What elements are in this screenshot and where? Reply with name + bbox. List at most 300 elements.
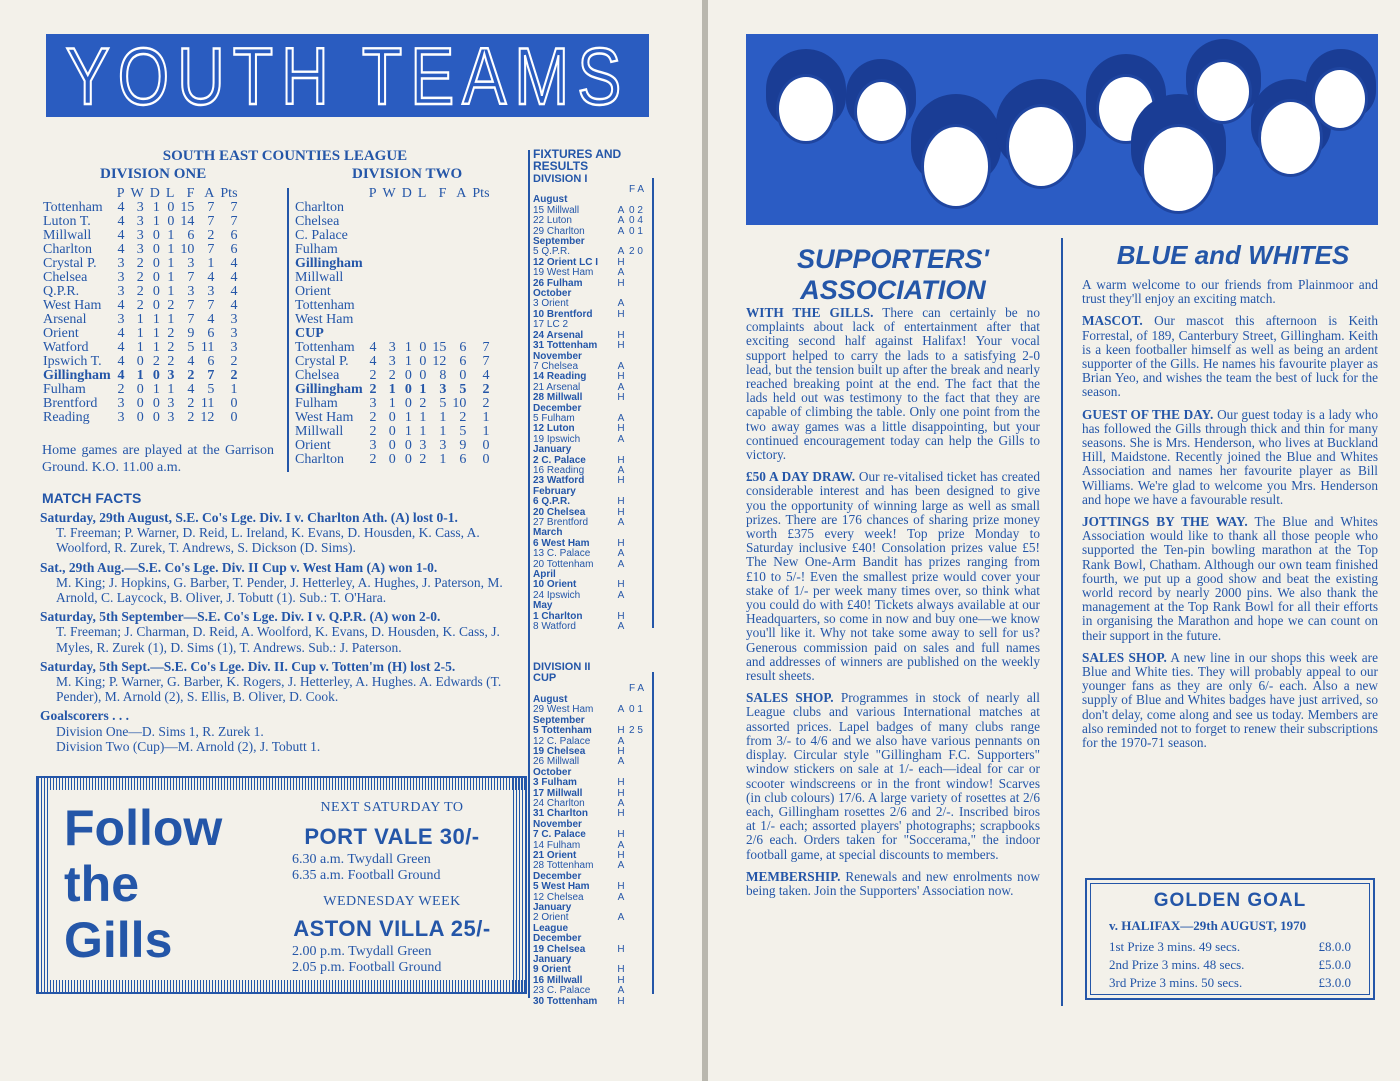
stat-w: 2 (136, 298, 144, 313)
column-header: L (165, 186, 175, 201)
stat-pts: 2 (482, 396, 490, 411)
stat-pts: 2 (230, 354, 238, 369)
fixture-venue: H (617, 964, 625, 976)
prize-amount: £3.0.0 (1318, 975, 1351, 990)
fixture-score (629, 591, 651, 601)
stat-l: 2 (167, 340, 175, 355)
stat-p: 3 (117, 256, 125, 271)
division-i-fixtures (533, 195, 651, 632)
stat-p: 4 (117, 228, 125, 243)
fixture-month: November (533, 350, 582, 362)
fixture-score (629, 549, 651, 559)
stat-pts: 6 (230, 242, 238, 257)
fixture-score (629, 299, 651, 309)
golden-goal-title: GOLDEN GOAL (1153, 890, 1307, 911)
column-header: D (401, 186, 412, 201)
team-name: Tottenham (295, 298, 355, 313)
fixture-opponent: 3 Fulham (533, 777, 577, 789)
division-two-heading: DIVISION TWO (352, 166, 463, 182)
stat-d: 2 (152, 354, 160, 369)
fixture-opponent: 27 Brentford (533, 517, 589, 528)
golden-goal-prizes (1109, 938, 1351, 992)
fixture-row (533, 726, 651, 736)
division-two-team (292, 271, 493, 285)
team-name: Millwall (43, 228, 92, 243)
paragraph-heading: JOTTINGS BY THE WAY. (1082, 514, 1248, 530)
fixture-row (533, 341, 651, 351)
stat-w: 0 (136, 410, 144, 425)
fixture-score (629, 841, 651, 851)
fixture-score (629, 830, 651, 840)
article-paragraph (746, 470, 1040, 683)
stat-a: 11 (200, 396, 215, 411)
goalscorer-line: Division One—D. Sims 1, R. Zurek 1. (56, 723, 264, 739)
stat-p: 4 (117, 214, 125, 229)
fixture-score (629, 268, 651, 278)
stat-p: 3 (369, 396, 377, 411)
fixture-opponent: 24 Charlton (533, 797, 585, 809)
wed-time-1: 2.00 p.m. Twydall Green (292, 944, 432, 959)
fixture-score (629, 435, 651, 445)
team-name: Fulham (295, 396, 338, 411)
fixture-opponent: 26 Fulham (533, 277, 583, 289)
stat-d: 0 (152, 242, 160, 257)
fixture-month: August (533, 194, 568, 206)
stat-d: 0 (404, 382, 412, 397)
fixture-opponent: 20 Chelsea (533, 506, 586, 518)
fixture-month: September (533, 236, 585, 248)
fixture-venue: H (617, 475, 625, 487)
match-report (40, 510, 528, 556)
stat-a: 4 (207, 270, 215, 285)
stat-p: 3 (117, 410, 125, 425)
division-two-team (292, 243, 493, 257)
stat-l: 0 (419, 354, 427, 369)
fixture-score (629, 913, 651, 923)
fixture-row (533, 778, 651, 788)
fixture-score (629, 737, 651, 747)
cup-row (292, 341, 493, 355)
stat-p: 4 (117, 368, 125, 383)
fixture-venue: H (617, 610, 625, 622)
stat-pts: 2 (482, 382, 490, 397)
stat-a: 3 (207, 284, 215, 299)
stat-a: 5 (207, 382, 215, 397)
fixture-venue: A (617, 225, 625, 237)
fixture-score (629, 976, 651, 986)
banner-title: YOUTH TEAMS (65, 30, 630, 121)
stat-d: 1 (152, 312, 160, 327)
fixture-venue: H (617, 256, 625, 268)
cup-row (292, 369, 493, 383)
column-header: A (456, 186, 467, 201)
fixture-venue: A (617, 517, 625, 528)
stat-f: 2 (187, 410, 195, 425)
fixtures-right-rule (652, 178, 654, 628)
division-one-table (40, 187, 241, 425)
fixture-opponent: 24 Ipswich (533, 589, 581, 601)
paragraph-body: Renewals and new enrolments now being taken. Join the Supporters' Association now. (746, 868, 1040, 898)
fixture-opponent: 21 Orient (533, 849, 577, 861)
cup-row (292, 425, 493, 439)
paragraph-body: Programmes in stock of nearly all League clubs and various International matches at assorted prices. Lapel badges of many clubs range from 3/- to 4/6 and we also have various pennants on display. Circular style "Gillingham F.C. Supporters" window stickers on sale at 1/- each—ideal for car or scooter windscreens or in the front window! Scarves (in club colours) 17/6. A large variety of rosettes at 2/6 each, Gillingham rosettes 2/6 and 2/-. Inscribed biros at 1/- each; assorted players' photographs; scrapbooks 2/6 each. Orders taken for "Soccerama," the indoor football game, at special discounts to members. (746, 690, 1041, 862)
fixture-opponent: 2 C. Palace (533, 454, 586, 466)
fixture-venue: A (617, 215, 625, 227)
standings-row (40, 411, 241, 425)
stat-p: 2 (369, 382, 377, 397)
stat-l: 0 (419, 368, 427, 383)
stat-a: 7 (207, 242, 215, 257)
fixture-score (629, 383, 651, 393)
stat-p: 4 (117, 326, 125, 341)
fixture-venue: A (617, 298, 625, 310)
stat-a: 2 (207, 228, 215, 243)
stat-pts: 4 (230, 256, 238, 271)
fixture-venue: H (617, 329, 625, 341)
stat-p: 4 (117, 200, 125, 215)
fixture-opponent: 5 Tottenham (533, 725, 592, 737)
fixture-venue: H (617, 277, 625, 289)
standings-row (40, 257, 241, 271)
fixture-month: December (533, 933, 582, 945)
team-name: Orient (43, 326, 79, 341)
fixture-score (629, 414, 651, 424)
fixture-opponent: 12 Chelsea (533, 891, 584, 903)
stat-pts: 0 (230, 410, 238, 425)
fixture-opponent: 12 Luton (533, 423, 575, 435)
stat-l: 1 (419, 424, 427, 439)
stat-a: 6 (459, 452, 467, 467)
fixture-score (629, 258, 651, 268)
fixture-venue: H (617, 829, 625, 841)
stat-w: 0 (388, 452, 396, 467)
stat-w: 0 (136, 354, 144, 369)
stat-f: 12 (432, 354, 447, 369)
stat-l: 1 (167, 242, 175, 257)
fixture-opponent: 17 Millwall (533, 787, 583, 799)
stat-w: 0 (136, 396, 144, 411)
stat-a: 6 (459, 340, 467, 355)
prize-label: 1st Prize 3 mins. 49 secs. (1109, 939, 1241, 954)
standings-row (40, 383, 241, 397)
cup-row (292, 453, 493, 467)
fixture-score (629, 279, 651, 289)
stat-pts: 4 (230, 298, 238, 313)
stat-p: 4 (117, 354, 125, 369)
stat-d: 0 (152, 256, 160, 271)
wed-time-2: 2.05 p.m. Football Ground (292, 960, 442, 975)
fixture-opponent: 6 West Ham (533, 537, 590, 549)
stat-f: 8 (439, 368, 447, 383)
fixture-opponent: 12 C. Palace (533, 735, 591, 747)
follow-the-gills-slogan (64, 800, 222, 968)
fixture-row (533, 393, 651, 403)
fixture-opponent: 10 Orient (533, 579, 577, 591)
fixture-venue: H (617, 849, 625, 861)
division-i-heading: DIVISION I (533, 173, 588, 185)
stat-d: 1 (404, 410, 412, 425)
stat-a: 0 (459, 368, 467, 383)
fixture-opponent: 23 C. Palace (533, 985, 591, 997)
fixtures-divider (528, 150, 530, 998)
fa-header-2: F A (629, 683, 645, 695)
team-name: Fulham (43, 382, 86, 397)
stat-a: 5 (459, 382, 467, 397)
stat-a: 10 (452, 396, 467, 411)
fixtures-and-results (533, 148, 651, 1007)
fixture-row (533, 622, 651, 632)
stat-f: 9 (187, 326, 195, 341)
youth-teams-banner (46, 30, 649, 121)
stat-pts: 7 (230, 200, 238, 215)
fixture-opponent: 9 Orient (533, 964, 571, 976)
paragraph-body: Our guest today is a lady who has followed the Gills through thick and thin for many seasons. She is Mrs. Henderson, who lives at Buckland Hill, Maidstone. Recently joined the Blue and Whites Association and names her favourite player as Bill Williams. We're glad to welcome you Mrs. Henderson and hope we have a favourable result. (1082, 406, 1379, 507)
fixture-opponent: 3 Orient (533, 298, 569, 310)
fixture-score (629, 799, 651, 809)
stat-a: 12 (200, 410, 215, 425)
stat-pts: 0 (230, 396, 238, 411)
fixture-score (629, 861, 651, 871)
fixture-score (629, 965, 651, 975)
stat-f: 15 (432, 340, 447, 355)
standings-row (40, 341, 241, 355)
stat-l: 3 (167, 396, 175, 411)
stat-a: 7 (207, 368, 215, 383)
team-name: Chelsea (43, 270, 88, 285)
fixture-venue: A (617, 360, 625, 372)
division-ii-fixtures (533, 695, 651, 1007)
stat-f: 5 (439, 396, 447, 411)
stat-l: 0 (419, 340, 427, 355)
next-saturday-match: PORT VALE 30/- (304, 824, 480, 849)
stat-w: 0 (388, 424, 396, 439)
stat-d: 0 (152, 410, 160, 425)
stat-pts: 4 (230, 284, 238, 299)
fixture-venue: A (617, 912, 625, 924)
team-name: Crystal P. (295, 354, 349, 369)
stat-d: 0 (152, 228, 160, 243)
stat-w: 2 (136, 270, 144, 285)
fixture-venue: A (617, 204, 625, 216)
fixture-opponent: 7 C. Palace (533, 829, 586, 841)
stat-d: 1 (404, 354, 412, 369)
paragraph-heading: £50 A DAY DRAW. (746, 469, 856, 485)
fixture-venue: A (617, 558, 625, 570)
table-header (292, 187, 493, 201)
fixture-venue: H (617, 506, 625, 518)
paragraph-body: Our mascot this afternoon is Keith Forrestal, of 189, Canterbury Street, Gillingham. Keith is a keen footballer himself as well as being an ardent supporter of the Gills. He names his favourite player as Brian Yeo, and wishes the team the best of luck for the season. (1082, 313, 1378, 400)
paragraph-heading: MEMBERSHIP. (746, 868, 841, 884)
division-two-team (292, 285, 493, 299)
paragraph-heading: SALES SHOP. (746, 690, 834, 706)
stat-d: 1 (152, 200, 160, 215)
stat-f: 7 (187, 312, 195, 327)
prize-row (1109, 956, 1351, 974)
fixture-score (629, 809, 651, 819)
team-name: C. Palace (295, 228, 348, 243)
fixture-venue: H (617, 725, 625, 737)
fixture-score (629, 622, 651, 632)
stat-l: 0 (167, 214, 175, 229)
stat-f: 7 (187, 270, 195, 285)
standings-row (40, 271, 241, 285)
fixture-opponent: 19 Chelsea (533, 943, 586, 955)
fixture-opponent: 6 Q.P.R. (533, 496, 571, 508)
next-time-2: 6.35 a.m. Football Ground (292, 868, 441, 883)
stat-d: 1 (404, 340, 412, 355)
stat-f: 4 (187, 354, 195, 369)
fixture-opponent: 29 Charlton (533, 225, 585, 237)
fixture-venue: A (617, 797, 625, 809)
article-paragraph (746, 691, 1040, 861)
fixture-month: April (533, 569, 556, 581)
team-name: Q.P.R. (43, 284, 80, 299)
stat-f: 14 (180, 214, 195, 229)
stat-f: 1 (439, 424, 447, 439)
stat-a: 7 (207, 298, 215, 313)
stat-p: 3 (117, 284, 125, 299)
stat-f: 1 (439, 410, 447, 425)
stat-d: 1 (404, 424, 412, 439)
stat-d: 1 (152, 214, 160, 229)
article-paragraph (746, 870, 1040, 898)
standings-row (40, 313, 241, 327)
fixture-opponent: 13 C. Palace (533, 548, 591, 560)
fixture-opponent: 8 Watford (533, 621, 576, 633)
stat-a: 11 (200, 340, 215, 355)
team-name: Reading (43, 410, 90, 425)
fixture-score (629, 341, 651, 351)
column-header: P (368, 186, 377, 201)
column-divider-right (1061, 238, 1063, 1006)
match-report (40, 560, 528, 606)
team-name: Gillingham (43, 368, 111, 383)
stat-l: 3 (167, 368, 175, 383)
stat-w: 1 (136, 368, 144, 383)
travel-info (282, 800, 502, 976)
prize-row (1109, 938, 1351, 956)
fixture-score (629, 310, 651, 320)
team-name: Charlton (43, 242, 92, 257)
stat-w: 1 (388, 396, 396, 411)
fixture-venue: A (617, 433, 625, 445)
column-header: D (149, 186, 160, 201)
team-name: Charlton (295, 452, 344, 467)
fixture-opponent: 26 Millwall (533, 756, 580, 768)
team-name: West Ham (43, 298, 102, 313)
fixture-opponent: 10 Brentford (533, 308, 593, 320)
stat-pts: 1 (230, 382, 238, 397)
standings-row (40, 215, 241, 229)
stat-d: 1 (152, 382, 160, 397)
paragraph-heading: GUEST OF THE DAY. (1082, 406, 1214, 422)
match-lineup: T. Freeman; J. Charman, D. Reid, A. Woolford, K. Evans, D. Housden, K. Cass, J. Myles, R. Zurek (1), D. Sims (1), T. Andrews. Sub.: J. Paterson. (56, 624, 500, 655)
home-games-note: Home games are played at the Garrison Ground. K.O. 11.00 a.m. (42, 443, 274, 475)
stat-p: 2 (117, 382, 125, 397)
stat-f: 2 (187, 396, 195, 411)
slogan-line: Gills (64, 912, 173, 968)
fixture-opponent: 15 Millwall (533, 204, 580, 216)
stat-a: 7 (207, 214, 215, 229)
stat-d: 1 (152, 340, 160, 355)
fixture-row (533, 997, 651, 1007)
fixture-month: October (533, 288, 572, 300)
stat-p: 2 (369, 452, 377, 467)
cup-heading: CUP (295, 326, 324, 341)
fixture-opponent: 30 Tottenham (533, 995, 598, 1007)
stat-l: 1 (419, 410, 427, 425)
fixture-venue: H (617, 537, 625, 549)
stat-d: 1 (152, 326, 160, 341)
follow-the-gills-box (36, 776, 527, 994)
fixture-score: 2 0 (629, 246, 643, 258)
team-name: Fulham (295, 242, 338, 257)
fixture-month: November (533, 818, 582, 830)
fixture-opponent: 14 Fulham (533, 839, 581, 851)
division-two-table (292, 187, 493, 467)
fixture-month: January (533, 902, 572, 913)
stat-pts: 7 (482, 340, 490, 355)
stat-d: 0 (404, 438, 412, 453)
goalscorers-heading: Goalscorers . . . (40, 708, 129, 724)
fixture-month: March (533, 527, 563, 539)
stat-d: 0 (152, 284, 160, 299)
standings-row (40, 229, 241, 243)
fixture-venue: H (617, 371, 625, 383)
article-paragraph (746, 306, 1040, 462)
supporters-text (746, 306, 1040, 906)
table-header (40, 187, 241, 201)
standings-row (40, 243, 241, 257)
stat-w: 3 (136, 228, 144, 243)
fixture-opponent: 12 Orient LC I (533, 256, 599, 268)
match-lineup: M. King; P. Warner, G. Barber, K. Rogers, J. Hetterley, A. Hughes. A. Edwards (T. Pender), M. Arnold (2), S. Ellis, B. Oliver, D. Cook. (56, 674, 502, 705)
fixture-score: 2 5 (629, 725, 643, 737)
fixture-opponent: 5 Q.P.R. (533, 246, 571, 258)
stat-a: 9 (459, 438, 467, 453)
goalscorer-line: Division Two (Cup)—M. Arnold (2), J. Tobutt 1. (56, 738, 321, 754)
next-saturday-label: NEXT SATURDAY TO (320, 800, 464, 815)
fixture-month: December (533, 870, 582, 882)
fixture-venue: H (617, 881, 625, 893)
stat-p: 4 (117, 298, 125, 313)
team-name: Chelsea (295, 214, 340, 229)
fixture-venue: H (617, 340, 625, 352)
fixture-venue: A (617, 621, 625, 633)
team-name: Brentford (43, 396, 98, 411)
team-name: Luton T. (43, 214, 91, 229)
stat-f: 4 (187, 382, 195, 397)
fixture-month: September (533, 714, 585, 726)
stat-l: 1 (419, 382, 427, 397)
fixture-score (629, 424, 651, 434)
cup-row (292, 411, 493, 425)
stat-p: 4 (369, 354, 377, 369)
stat-w: 3 (136, 214, 144, 229)
article-paragraph (1082, 278, 1378, 306)
article-paragraph (1082, 408, 1378, 507)
stat-pts: 0 (482, 452, 490, 467)
fixture-opponent: 14 Reading (533, 371, 587, 383)
stat-p: 4 (117, 340, 125, 355)
fixture-score (629, 757, 651, 767)
stat-p: 4 (117, 242, 125, 257)
fixture-venue: A (617, 985, 625, 997)
fixture-venue: A (617, 246, 625, 258)
stat-p: 3 (117, 396, 125, 411)
stat-l: 1 (167, 270, 175, 285)
stat-a: 1 (207, 256, 215, 271)
